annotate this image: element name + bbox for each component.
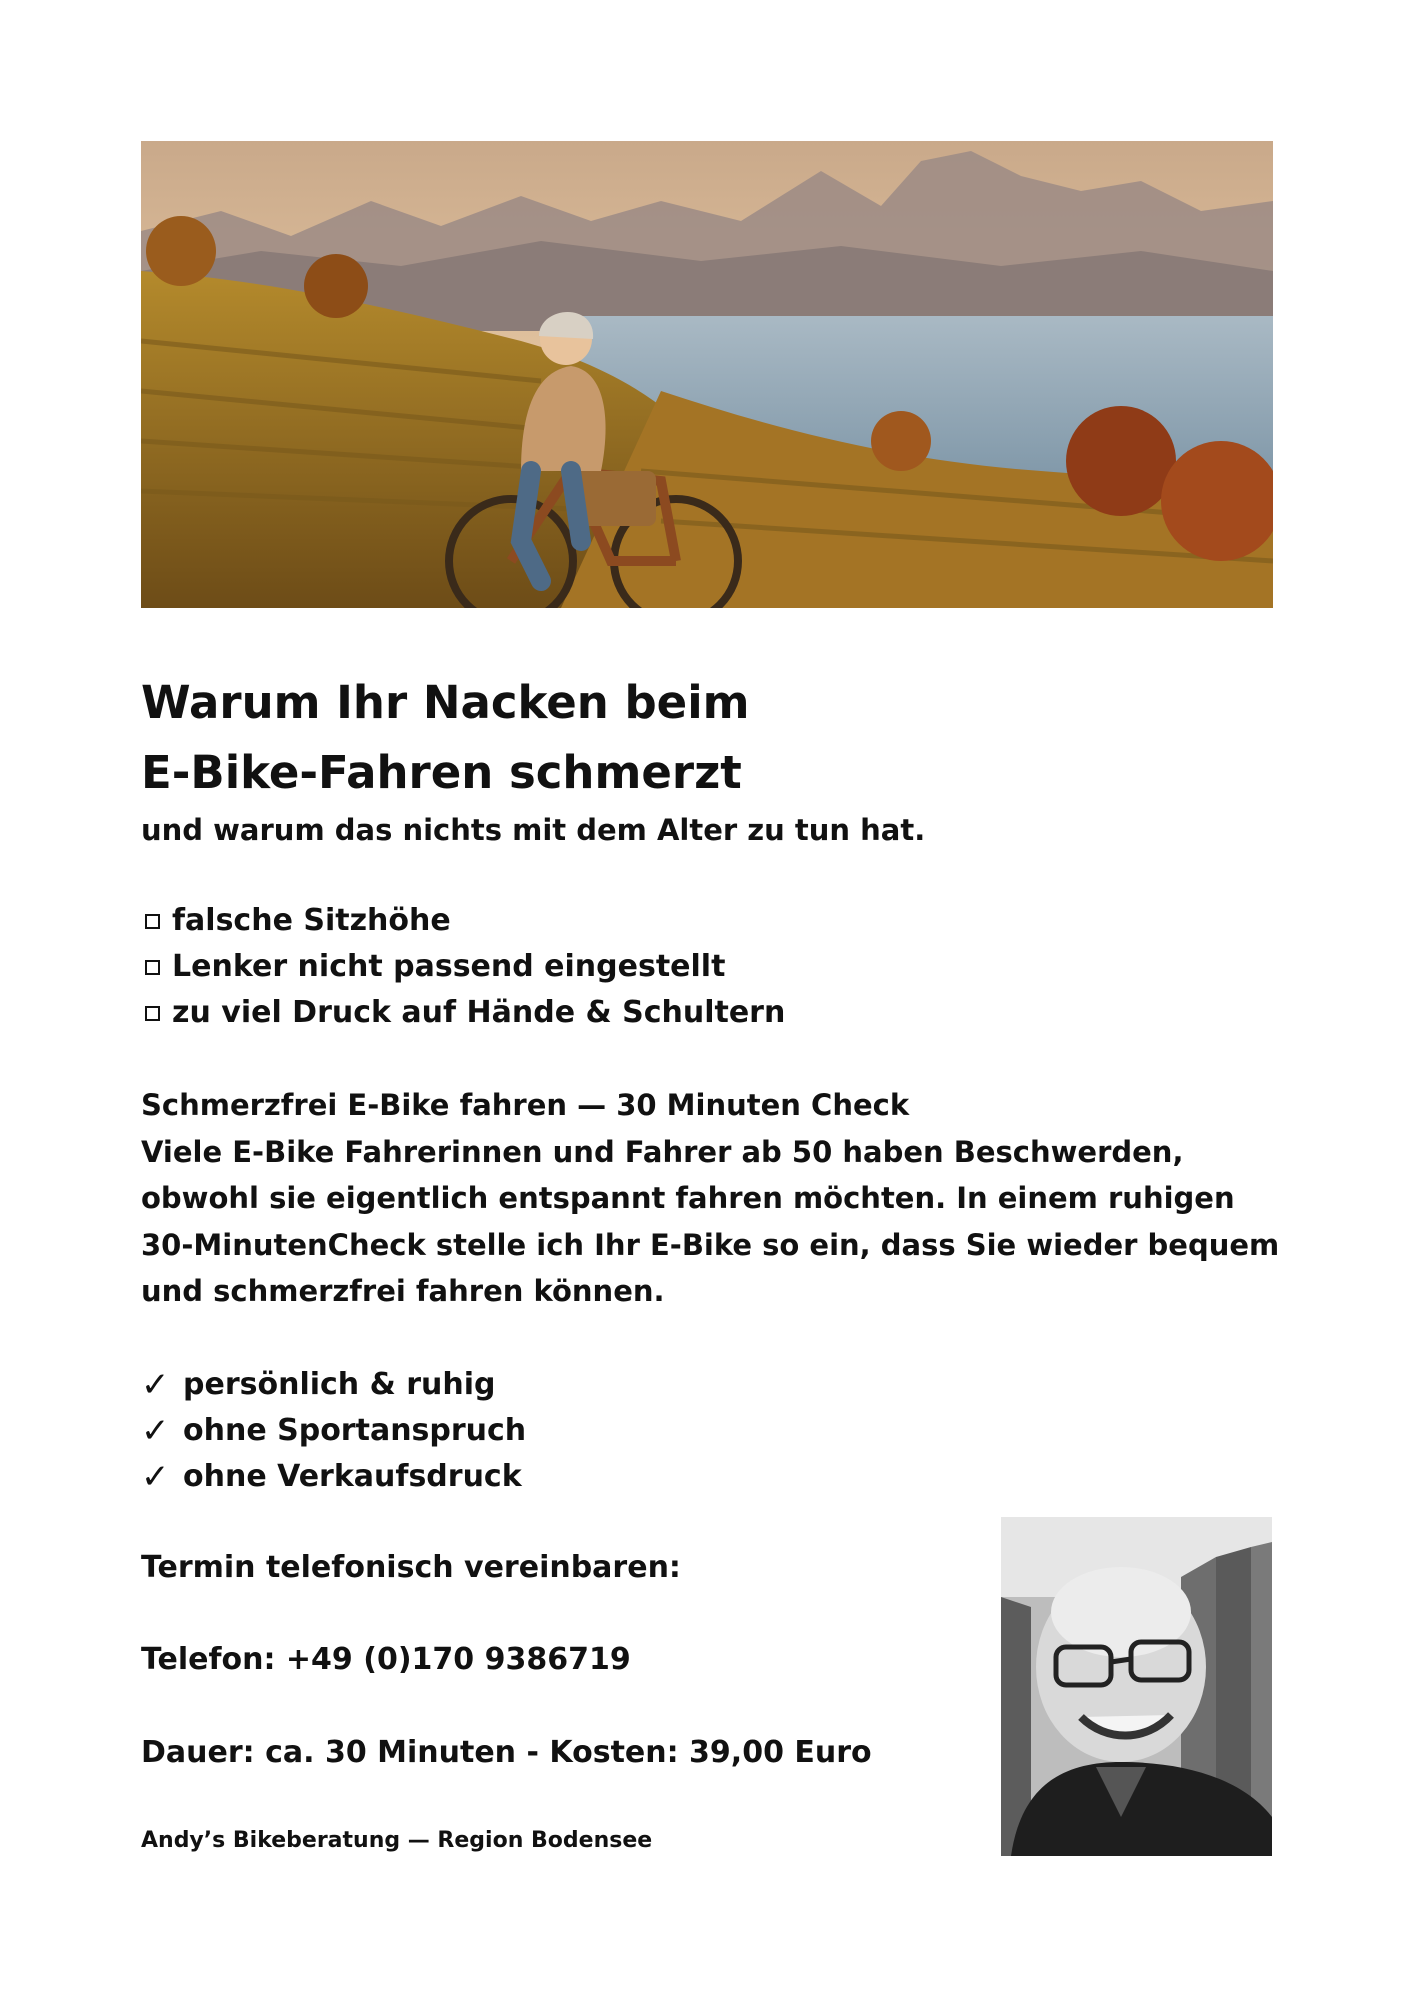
checkbox-icon (145, 1006, 160, 1021)
offer-line: Viele E-Bike Fahrerinnen und Fahrer ab 50 haben Beschwerden, (141, 1134, 1184, 1169)
portrait-illustration (1001, 1517, 1272, 1856)
checkmark-icon: ✓ (141, 1457, 170, 1497)
checkmark-icon: ✓ (141, 1365, 170, 1405)
checkbox-icon (145, 960, 160, 975)
offer-line: und schmerzfrei fahren können. (141, 1274, 665, 1308)
list-item: falsche Sitzhöhe (141, 898, 785, 944)
appointment-text: Termin telefonisch vereinbaren: (141, 1550, 681, 1585)
offer-paragraph (141, 1082, 1281, 1315)
headline (141, 668, 750, 808)
offer-heading: Schmerzfrei E-Bike fahren — 30 Minuten Check (141, 1088, 910, 1122)
checkmark-icon: ✓ (141, 1411, 170, 1451)
hero-photo (141, 141, 1273, 608)
problem-list (141, 898, 785, 1036)
duration-cost: Dauer: ca. 30 Minuten - Kosten: 39,00 Euro (141, 1735, 872, 1770)
headline-line-1: Warum Ihr Nacken beim (141, 676, 750, 729)
list-item: ✓ ohne Verkaufsdruck (141, 1454, 526, 1500)
footer-business-name: Andy’s Bikeberatung — Region Bodensee (141, 1828, 653, 1853)
offer-line: obwohl sie eigentlich entspannt fahren möchten. In einem ruhigen (141, 1181, 1235, 1215)
list-item: ✓ persönlich & ruhig (141, 1362, 526, 1408)
list-item: ✓ ohne Sportanspruch (141, 1408, 526, 1454)
hero-illustration (141, 141, 1273, 608)
checkbox-icon (145, 914, 160, 929)
benefit-list (141, 1362, 526, 1500)
list-item: zu viel Druck auf Hände & Schultern (141, 990, 785, 1036)
phone-number: Telefon: +49 (0)170 9386719 (141, 1642, 631, 1677)
offer-line: 30-MinutenCheck stelle ich Ihr E-Bike so ein, dass Sie wieder bequem (141, 1227, 1280, 1262)
headline-line-2: E-Bike-Fahren schmerzt (141, 746, 742, 799)
subtitle: und warum das nichts mit dem Alter zu tun hat. (141, 813, 926, 847)
list-item: Lenker nicht passend eingestellt (141, 944, 785, 990)
portrait-photo (1001, 1517, 1272, 1856)
